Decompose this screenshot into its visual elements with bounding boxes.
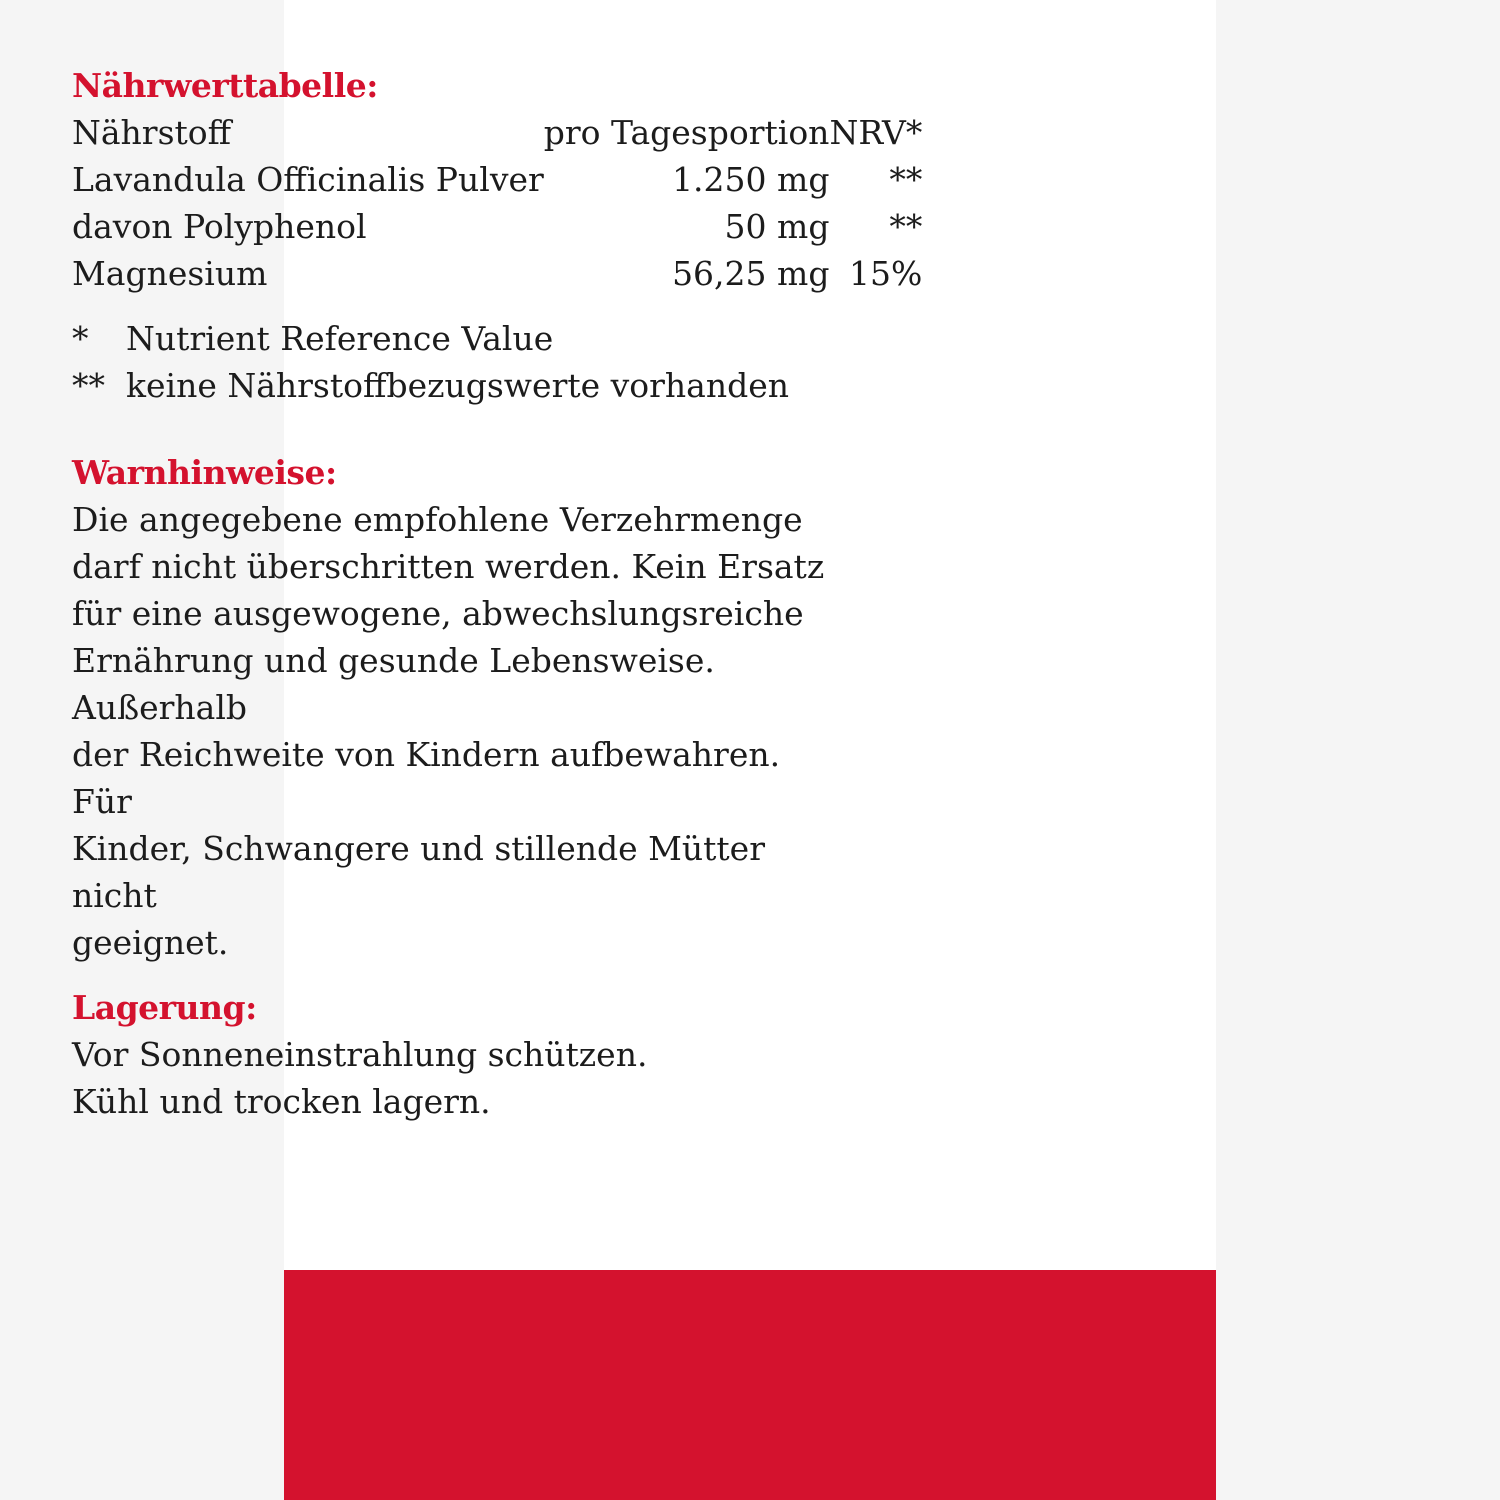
row-nutrient: Magnesium	[72, 254, 268, 293]
header-nrv: NRV*	[829, 113, 923, 152]
storage-line: Kühl und trocken lagern.	[72, 1082, 491, 1121]
table-row	[72, 203, 922, 250]
storage-section	[72, 984, 844, 1125]
footnotes	[72, 315, 844, 409]
table-row	[72, 156, 922, 203]
row-nrv: **	[889, 160, 923, 199]
warning-line: der Reichweite von Kindern aufbewahren. Für	[72, 735, 781, 821]
footnote-text: Nutrient Reference Value	[126, 319, 554, 358]
warning-line: Die angegebene empfohlene Verzehrmenge	[72, 500, 803, 539]
storage-heading: Lagerung:	[72, 988, 257, 1027]
warning-line: für eine ausgewogene, abwechslungsreiche	[72, 594, 804, 633]
row-nutrient: Lavandula Officinalis Pulver	[72, 160, 544, 199]
warnings-heading: Warnhinweise:	[72, 453, 337, 492]
warning-line: Ernährung und gesunde Lebensweise. Außerhalb	[72, 641, 715, 727]
footnote-mark: *	[72, 319, 89, 358]
row-nutrient: davon Polyphenol	[72, 207, 367, 246]
header-nutrient: Nährstoff	[72, 113, 232, 152]
row-amount: 50 mg	[724, 207, 830, 246]
nutrition-heading: Nährwerttabelle:	[72, 66, 378, 105]
warning-line: geeignet.	[72, 923, 229, 962]
nutrition-table-header	[72, 109, 922, 156]
warning-line: darf nicht überschritten werden. Kein Ersatz	[72, 547, 825, 586]
footnote	[72, 362, 844, 409]
warnings-section	[72, 449, 844, 966]
nutrition-table	[72, 109, 922, 297]
row-nrv: 15%	[848, 254, 923, 293]
accent-band	[284, 1270, 1216, 1500]
row-amount: 1.250 mg	[672, 160, 830, 199]
footnote	[72, 315, 844, 362]
row-nrv: **	[889, 207, 923, 246]
label-content	[72, 62, 923, 1125]
footnote-text: keine Nährstoffbezugswerte vorhanden	[126, 366, 789, 405]
storage-line: Vor Sonneneinstrahlung schützen.	[72, 1035, 648, 1074]
footnote-mark: **	[72, 366, 105, 405]
header-per-portion: pro Tagesportion	[543, 113, 830, 152]
table-row	[72, 250, 922, 297]
warning-line: Kinder, Schwangere und stillende Mütter nicht	[72, 829, 765, 915]
row-amount: 56,25 mg	[672, 254, 830, 293]
